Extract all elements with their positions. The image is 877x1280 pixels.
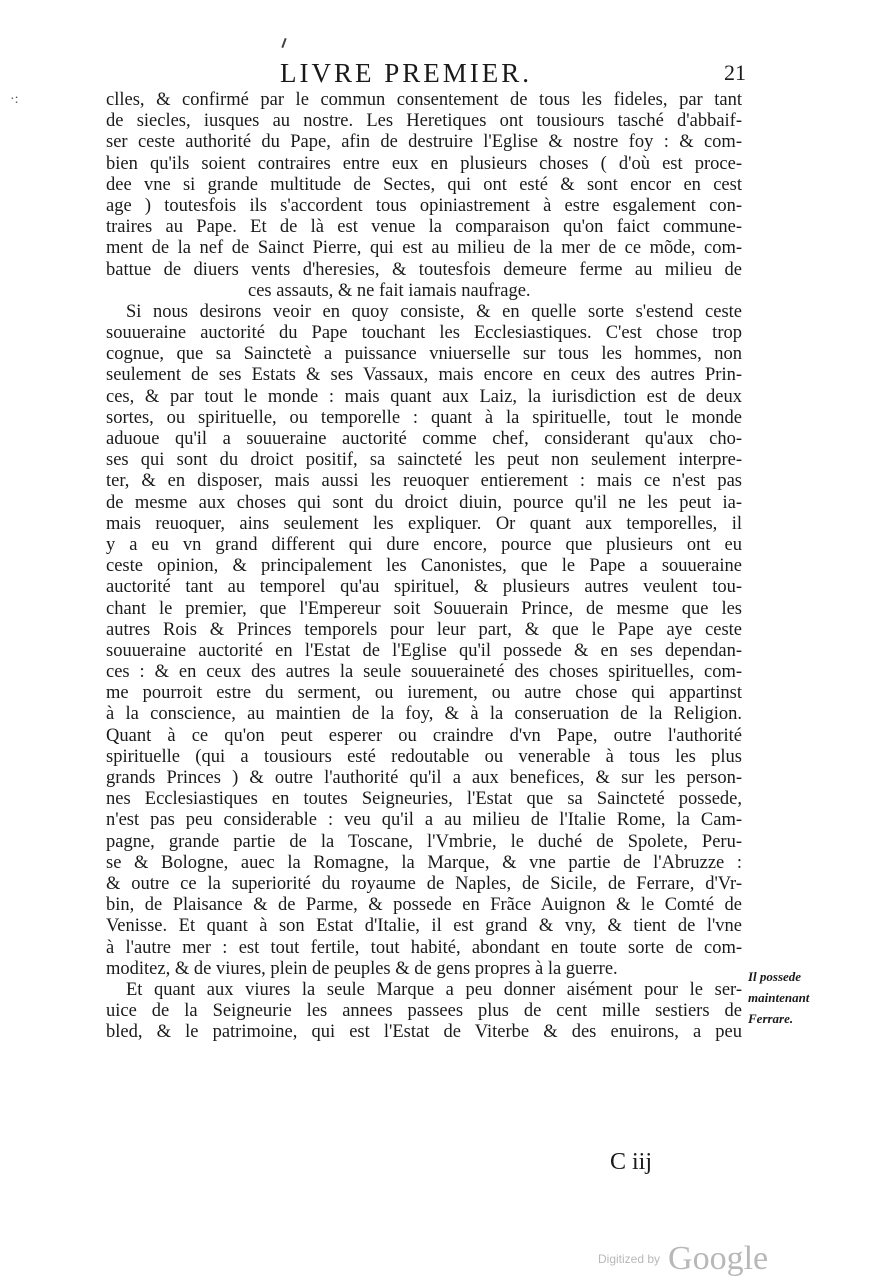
text-line: à l'autre mer : est tout fertile, tout habité, abondant en toute sorte de com-	[106, 937, 742, 958]
text-line: bin, de Plaisance & de Parme, & possede en Frãce Auignon & le Comté de	[106, 895, 742, 916]
text-line: age ) toutesfois ils s'accordent tous opiniastrement à estre esgalement con-	[106, 195, 742, 216]
text-line: clles, & confirmé par le commun consentement de tous les fideles, par tant	[106, 90, 742, 110]
text-line: spirituelle (qui a tousiours esté redoutable ou venerable à tous les plus	[106, 746, 742, 767]
text-line: traires au Pape. Et de là est venue la comparaison qu'on faict commune-	[106, 217, 742, 238]
page-header	[280, 56, 750, 90]
text-line: ser ceste authorité du Pape, afin de destruire l'Eglise & nostre foy : & com-	[106, 132, 742, 153]
text-line: y a eu vn grand different qui dure encore, pource que plusieurs ont eu	[106, 534, 742, 555]
paragraph-start-line: Si nous desirons veoir en quoy consiste, & en quelle sorte s'estend ceste	[126, 301, 742, 322]
text-line: se & Bologne, auec la Romagne, la Marque, & vne partie de l'Abruzze :	[106, 852, 742, 873]
text-line: autres Rois & Princes temporels pour leur part, & que le Pape aye ceste	[106, 619, 742, 640]
digitized-watermark	[598, 1240, 768, 1280]
margin-note-line: maintenant	[748, 990, 810, 1005]
text-line: & outre ce la superiorité du royaume de Naples, de Sicile, de Ferrare, d'Vr-	[106, 873, 742, 894]
text-line: ment de la nef de Sainct Pierre, qui est au milieu de la mer de ce mõde, com-	[106, 238, 742, 259]
text-line: de siecles, iusques au nostre. Les Heretiques ont tousiours tasché d'abbaif-	[106, 111, 742, 132]
text-line: à la conscience, au maintien de la foy, & à la conseruation de la Religion.	[106, 704, 742, 725]
text-line: seulement de ses Estats & ses Vassaux, mais encore en ceux des autres Prin-	[106, 365, 742, 386]
text-line: me pourroit estre du serment, ou iurement, ou autre chose qui appartinst	[106, 683, 742, 704]
text-line: ces assauts, & ne fait iamais naufrage.	[248, 280, 531, 301]
text-line: souueraine auctorité du Pape touchant les Ecclesiastiques. C'est chose trop	[106, 323, 742, 344]
text-line: uice de la Seigneurie les annees passees plus de cent mille sestiers de	[106, 1001, 742, 1022]
text-line: sortes, ou spirituelle, ou temporelle : quant à la spirituelle, tout le monde	[106, 407, 742, 428]
text-line: ses qui sont du droict positif, sa saincteté les peut non seulement interpre-	[106, 450, 742, 471]
text-line: cognue, que sa Sainctetè a puissance vniuerselle sur tous les hommes, non	[106, 344, 742, 365]
watermark-prefix: Digitized by	[598, 1252, 661, 1266]
margin-note-line: Ferrare.	[748, 1011, 794, 1026]
text-line: chant le premier, que l'Empereur soit Souuerain Prince, de mesme que les	[106, 598, 742, 619]
text-line: bien qu'ils soient contraires entre eux en plusieurs choses ( d'où est proce-	[106, 153, 742, 174]
ink-tick-mark	[281, 38, 286, 48]
margin-note-line: Il possede	[748, 969, 802, 984]
text-line: de mesme aux choses qui sont du droict diuin, pource qu'il ne les peut ia-	[106, 492, 742, 513]
text-line: aduoue qu'il a souueraine auctorité comme chef, considerant qu'aux cho-	[106, 429, 742, 449]
paragraph-start-line: Et quant aux viures la seule Marque a peu donner aisément pour le ser-	[126, 979, 742, 1000]
running-title: LIVRE PREMIER.	[280, 58, 533, 88]
text-line: Venisse. Et quant à son Estat d'Italie, il est grand & vny, & tient de l'vne	[106, 916, 742, 937]
text-line: mais reuoquer, ains seulement les expliquer. Or quant aux temporelles, il	[106, 513, 742, 534]
text-line: Quant à ce qu'on peut esperer ou craindre d'vn Pape, outre l'authorité	[106, 725, 742, 746]
text-line: ces : & en ceux des autres la seule souueraineté des choses spirituelles, com-	[106, 662, 742, 683]
text-line: moditez, & de viures, plein de peuples & de gens propres à la guerre.	[106, 958, 618, 979]
text-line: dee vne si grande multitude de Sectes, qui ont esté & sont encor en cest	[106, 174, 742, 195]
text-line: bled, & le patrimoine, qui est l'Estat de Viterbe & des enuirons, a peu	[106, 1022, 742, 1043]
google-logo: Google	[668, 1240, 769, 1277]
signature-mark: C iij	[610, 1149, 653, 1175]
text-line: ceste opinion, & principalement les Canonistes, que le Pape a souueraine	[106, 556, 742, 577]
page-number: 21	[724, 60, 746, 85]
text-line: grands Princes ) & outre l'authorité qu'il a aux benefices, & sur les person-	[106, 768, 742, 788]
text-line: battue de diuers vents d'heresies, & toutesfois demeure ferme au milieu de	[106, 259, 742, 280]
text-line: auctorité tant au temporel qu'au spirituel, & plusieurs autres veulent tou-	[106, 577, 742, 598]
text-line: ces, & par tout le monde : mais quant aux Laiz, la iurisdiction est de deux	[106, 386, 742, 407]
body-text	[106, 90, 742, 1043]
text-line: n'est pas peu considerable : veu qu'il a au milieu de l'Italie Rome, la Cam-	[106, 810, 742, 831]
text-line: nes Ecclesiastiques en toutes Seigneuries, l'Estat que sa Saincteté possede,	[106, 789, 742, 810]
text-line: pagne, grande partie de la Toscane, l'Vmbrie, le duché de Spolete, Peru-	[106, 831, 742, 852]
margin-note	[748, 966, 860, 1029]
margin-speck: ·:	[10, 92, 19, 107]
text-line: ter, & en disposer, mais aussi les reuoquer entierement : mais ce n'est pas	[106, 471, 742, 492]
text-line: souueraine auctorité en l'Estat de l'Eglise qu'il possede & en ses dependan-	[106, 640, 742, 661]
